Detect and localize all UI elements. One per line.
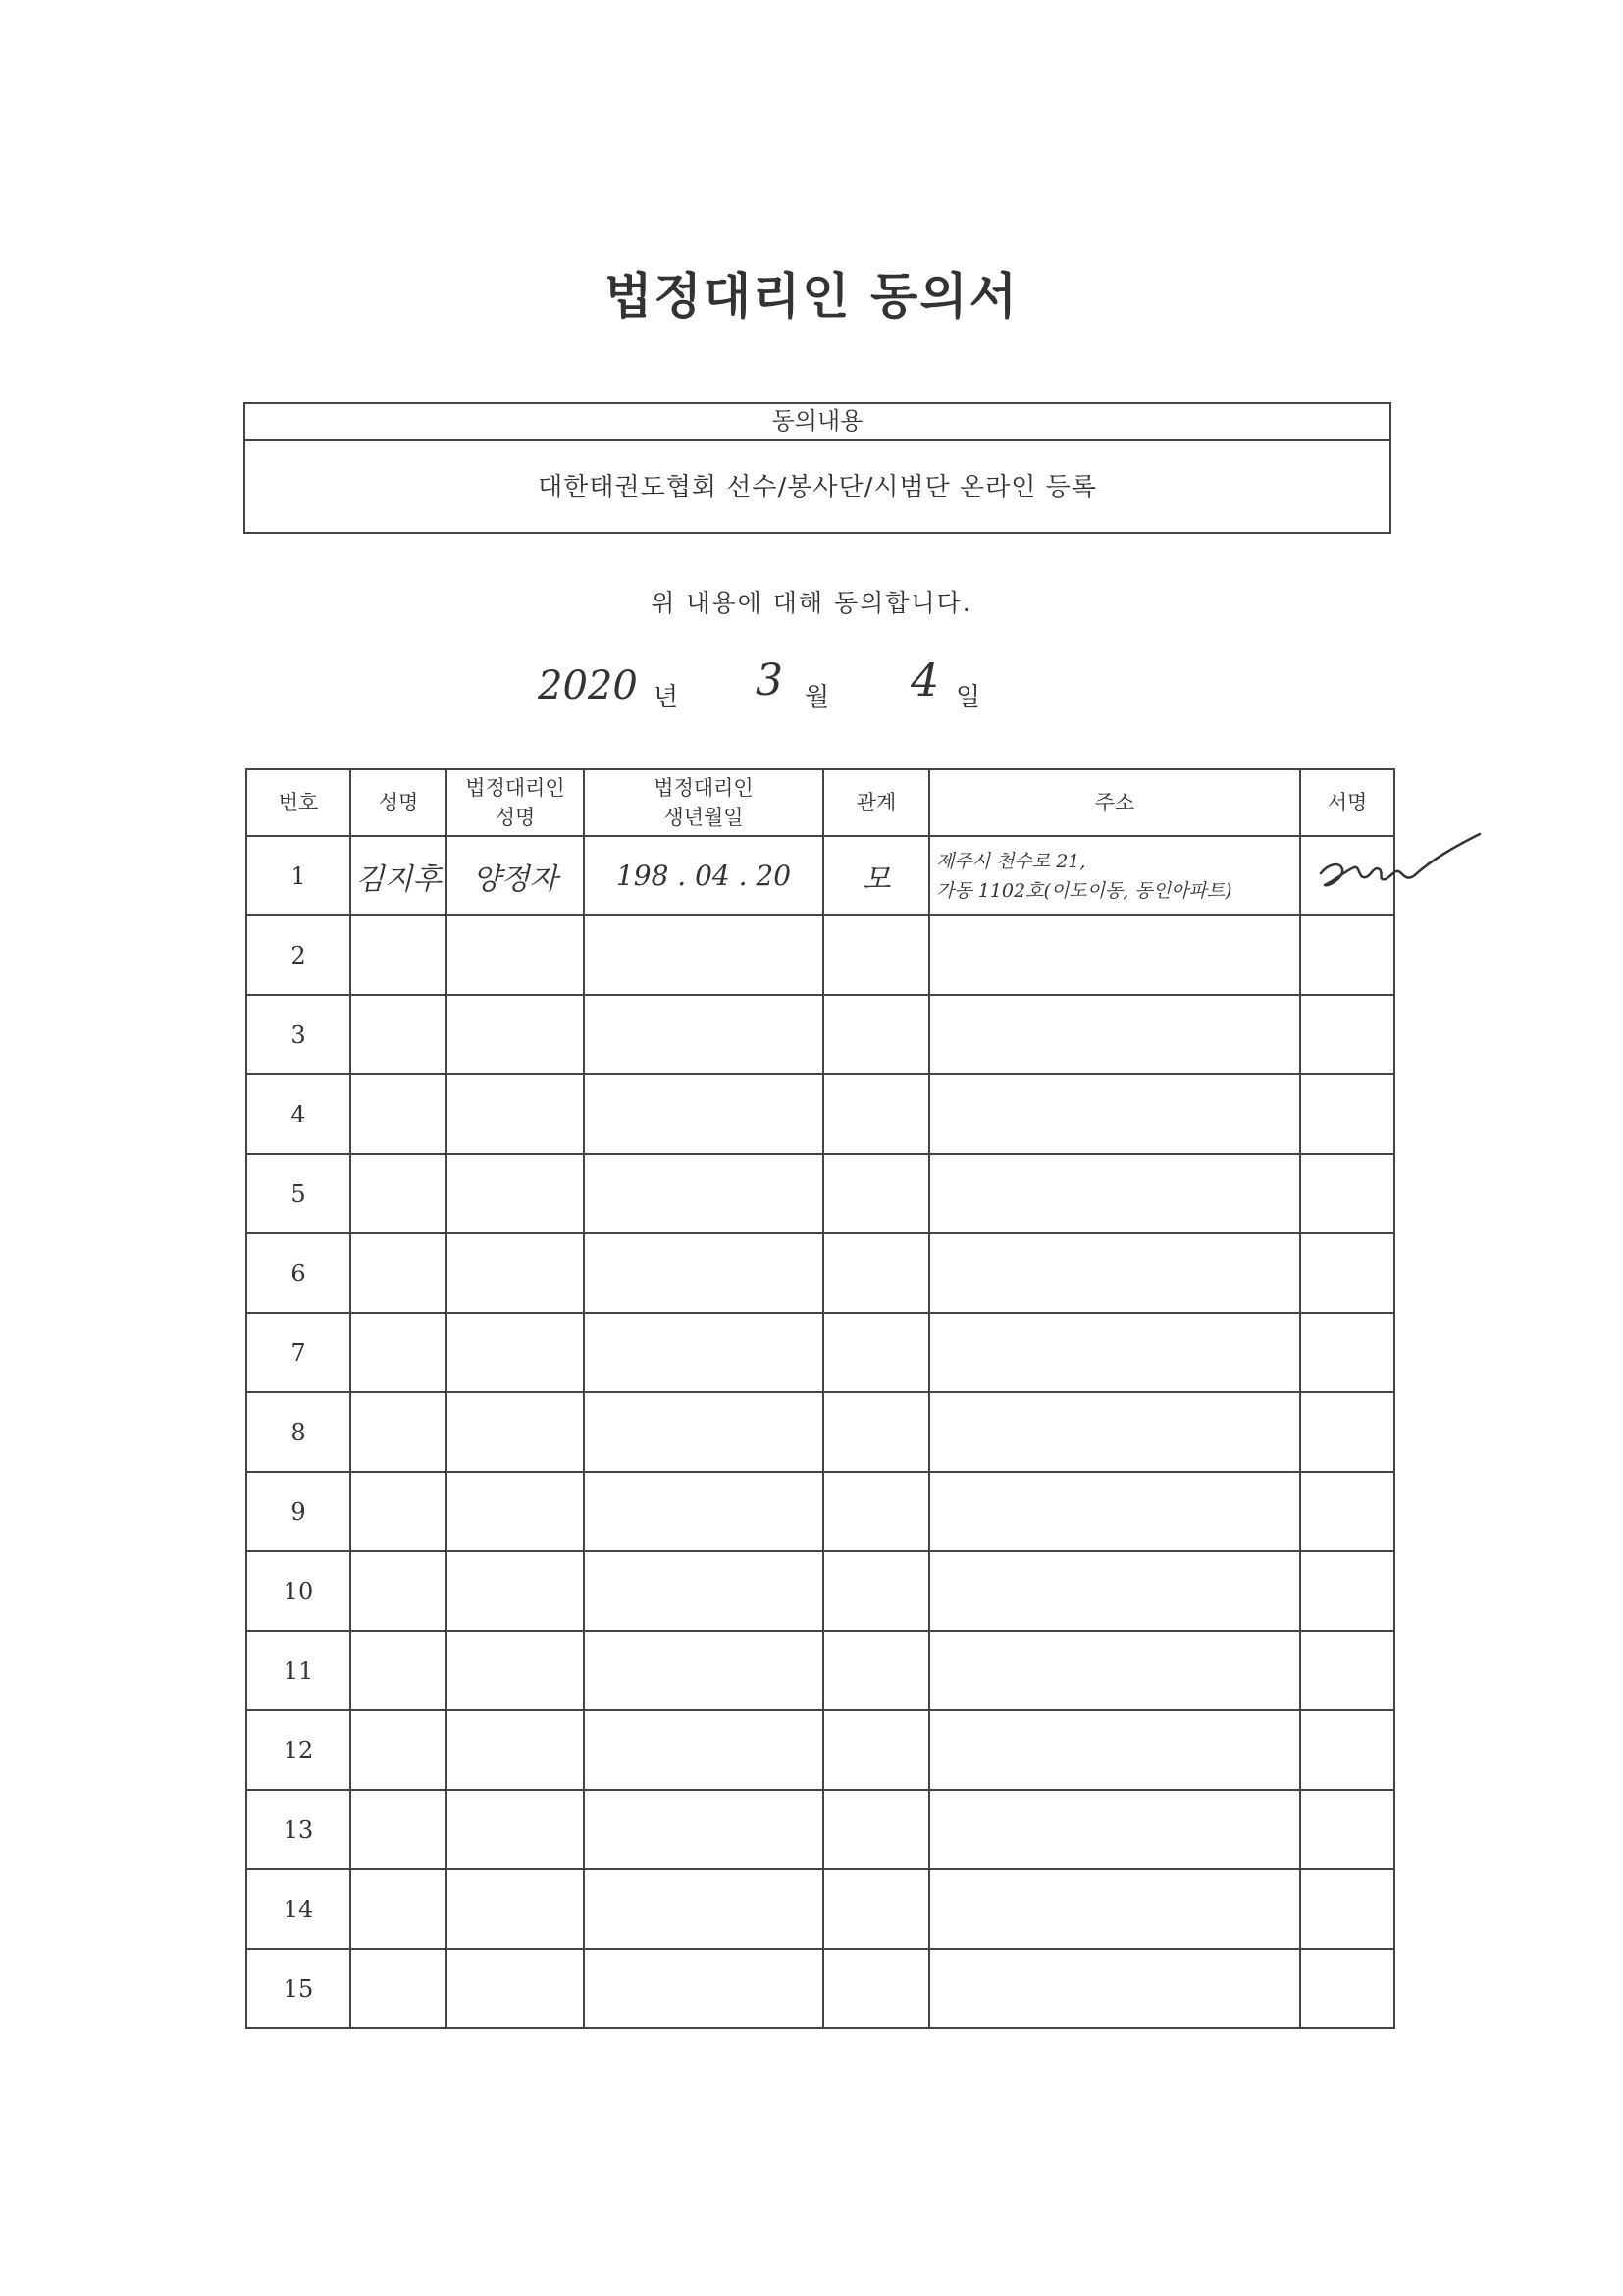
row-number: 12 bbox=[246, 1710, 350, 1790]
date-day-unit: 일 bbox=[956, 683, 981, 712]
row-signature-cell bbox=[1300, 1631, 1394, 1710]
row-address bbox=[929, 1949, 1300, 2028]
guardian-table bbox=[245, 768, 1395, 2029]
row-signature-cell bbox=[1300, 1869, 1394, 1949]
table-row bbox=[246, 1790, 1394, 1869]
row-name bbox=[350, 915, 446, 995]
row-relation bbox=[823, 1472, 929, 1551]
row-address bbox=[929, 1472, 1300, 1551]
header-guardian-name-line2: 성명 bbox=[495, 806, 536, 829]
row-address bbox=[929, 1313, 1300, 1392]
row-guardian-name bbox=[446, 1551, 584, 1631]
consent-content-box bbox=[243, 402, 1391, 534]
row-name bbox=[350, 1154, 446, 1233]
table-row bbox=[246, 836, 1394, 915]
header-relation: 관계 bbox=[823, 769, 929, 836]
table-row bbox=[246, 1313, 1394, 1392]
row-name bbox=[350, 1790, 446, 1869]
row-address bbox=[929, 1551, 1300, 1631]
row-guardian-birth bbox=[584, 1154, 823, 1233]
table-row bbox=[246, 1074, 1394, 1154]
row-name bbox=[350, 1551, 446, 1631]
row-number: 14 bbox=[246, 1869, 350, 1949]
row-signature-cell bbox=[1300, 1551, 1394, 1631]
row-guardian-name bbox=[446, 1154, 584, 1233]
header-guardian-birth-line2: 생년월일 bbox=[663, 806, 744, 829]
row-guardian-birth bbox=[584, 1392, 823, 1472]
row-guardian-name bbox=[446, 1472, 584, 1551]
header-guardian-name-line1: 법정대리인 bbox=[465, 776, 565, 800]
row-guardian-birth bbox=[584, 1790, 823, 1869]
date-year-unit: 년 bbox=[654, 683, 679, 712]
row-address bbox=[929, 1074, 1300, 1154]
row-guardian-birth bbox=[584, 1631, 823, 1710]
row-guardian-birth: 198 . 04 . 20 bbox=[584, 836, 823, 915]
consent-body: 대한태권도협회 선수/봉사단/시범단 온라인 등록 bbox=[538, 473, 1097, 502]
row-guardian-birth bbox=[584, 1313, 823, 1392]
row-address bbox=[929, 1392, 1300, 1472]
row-guardian-birth bbox=[584, 1710, 823, 1790]
row-address bbox=[929, 995, 1300, 1074]
row-signature-cell bbox=[1300, 1233, 1394, 1313]
row-address-line1: 제주시 천수로 21, bbox=[936, 850, 1086, 872]
date-month: 3 bbox=[756, 655, 783, 705]
row-relation bbox=[823, 1313, 929, 1392]
date-row bbox=[0, 655, 1623, 724]
header-guardian-name bbox=[446, 769, 584, 836]
table-row bbox=[246, 1631, 1394, 1710]
row-address bbox=[929, 1790, 1300, 1869]
row-address bbox=[929, 1710, 1300, 1790]
row-number: 7 bbox=[246, 1313, 350, 1392]
row-signature-cell bbox=[1300, 1154, 1394, 1233]
row-signature-cell bbox=[1300, 1790, 1394, 1869]
row-name: 김지후 bbox=[350, 836, 446, 915]
row-name bbox=[350, 1313, 446, 1392]
row-number: 6 bbox=[246, 1233, 350, 1313]
row-guardian-name bbox=[446, 1790, 584, 1869]
row-guardian-name bbox=[446, 915, 584, 995]
row-guardian-birth bbox=[584, 1551, 823, 1631]
row-guardian-name bbox=[446, 1949, 584, 2028]
row-guardian-birth bbox=[584, 1869, 823, 1949]
header-signature: 서명 bbox=[1300, 769, 1394, 836]
row-guardian-birth bbox=[584, 1949, 823, 2028]
date-month-unit: 월 bbox=[805, 683, 830, 712]
row-name bbox=[350, 1710, 446, 1790]
header-address: 주소 bbox=[929, 769, 1300, 836]
row-relation bbox=[823, 1949, 929, 2028]
row-signature-cell bbox=[1300, 1949, 1394, 2028]
row-signature-cell bbox=[1300, 915, 1394, 995]
row-signature-cell bbox=[1300, 995, 1394, 1074]
row-name bbox=[350, 1233, 446, 1313]
row-relation: 모 bbox=[823, 836, 929, 915]
row-address-line2: 가동 1102호(이도이동, 동인아파트) bbox=[936, 879, 1232, 902]
table-row bbox=[246, 1949, 1394, 2028]
row-number: 15 bbox=[246, 1949, 350, 2028]
row-relation bbox=[823, 1869, 929, 1949]
row-name bbox=[350, 1392, 446, 1472]
date-year: 2020 bbox=[538, 663, 638, 708]
row-signature-cell bbox=[1300, 1392, 1394, 1472]
row-address bbox=[929, 836, 1300, 915]
row-relation bbox=[823, 1154, 929, 1233]
row-guardian-name bbox=[446, 1631, 584, 1710]
header-guardian-birth-line1: 법정대리인 bbox=[654, 776, 754, 800]
agree-statement: 위 내용에 대해 동의합니다. bbox=[651, 589, 972, 617]
date-day: 4 bbox=[911, 653, 940, 706]
row-relation bbox=[823, 1551, 929, 1631]
row-relation bbox=[823, 1233, 929, 1313]
row-guardian-name bbox=[446, 1074, 584, 1154]
row-number: 13 bbox=[246, 1790, 350, 1869]
row-relation bbox=[823, 1074, 929, 1154]
table-row bbox=[246, 1392, 1394, 1472]
header-name: 성명 bbox=[350, 769, 446, 836]
row-number: 1 bbox=[246, 836, 350, 915]
consent-header: 동의내용 bbox=[245, 404, 1389, 441]
row-number: 3 bbox=[246, 995, 350, 1074]
table-row bbox=[246, 1472, 1394, 1551]
table-row bbox=[246, 1233, 1394, 1313]
row-guardian-birth bbox=[584, 995, 823, 1074]
row-guardian-name: 양정자 bbox=[446, 836, 584, 915]
row-name bbox=[350, 995, 446, 1074]
row-guardian-birth bbox=[584, 1233, 823, 1313]
row-signature-cell bbox=[1300, 1074, 1394, 1154]
row-number: 4 bbox=[246, 1074, 350, 1154]
row-guardian-birth bbox=[584, 1472, 823, 1551]
row-relation bbox=[823, 1631, 929, 1710]
row-relation bbox=[823, 1710, 929, 1790]
row-relation bbox=[823, 995, 929, 1074]
row-signature-cell bbox=[1300, 1313, 1394, 1392]
table-row bbox=[246, 995, 1394, 1074]
row-address bbox=[929, 1233, 1300, 1313]
row-relation bbox=[823, 915, 929, 995]
header-no: 번호 bbox=[246, 769, 350, 836]
row-name bbox=[350, 1869, 446, 1949]
row-address bbox=[929, 1631, 1300, 1710]
table-row bbox=[246, 1710, 1394, 1790]
row-name bbox=[350, 1472, 446, 1551]
row-guardian-name bbox=[446, 1869, 584, 1949]
handwritten-signature bbox=[1315, 824, 1492, 903]
row-guardian-birth bbox=[584, 915, 823, 995]
row-signature-cell bbox=[1300, 1472, 1394, 1551]
row-relation bbox=[823, 1790, 929, 1869]
row-number: 8 bbox=[246, 1392, 350, 1472]
row-guardian-name bbox=[446, 1233, 584, 1313]
row-address bbox=[929, 915, 1300, 995]
table-row bbox=[246, 1154, 1394, 1233]
header-guardian-birth bbox=[584, 769, 823, 836]
row-number: 5 bbox=[246, 1154, 350, 1233]
row-name bbox=[350, 1074, 446, 1154]
row-number: 11 bbox=[246, 1631, 350, 1710]
row-address bbox=[929, 1869, 1300, 1949]
row-number: 10 bbox=[246, 1551, 350, 1631]
row-guardian-name bbox=[446, 1313, 584, 1392]
table-header-row bbox=[246, 769, 1394, 836]
row-relation bbox=[823, 1392, 929, 1472]
row-name bbox=[350, 1949, 446, 2028]
row-guardian-name bbox=[446, 1392, 584, 1472]
table-row bbox=[246, 1551, 1394, 1631]
row-guardian-name bbox=[446, 1710, 584, 1790]
row-number: 2 bbox=[246, 915, 350, 995]
row-guardian-birth bbox=[584, 1074, 823, 1154]
table-row bbox=[246, 915, 1394, 995]
document-title: 법정대리인 동의서 bbox=[604, 268, 1019, 325]
row-number: 9 bbox=[246, 1472, 350, 1551]
table-row bbox=[246, 1869, 1394, 1949]
row-name bbox=[350, 1631, 446, 1710]
row-guardian-name bbox=[446, 995, 584, 1074]
row-signature-cell bbox=[1300, 1710, 1394, 1790]
row-address bbox=[929, 1154, 1300, 1233]
